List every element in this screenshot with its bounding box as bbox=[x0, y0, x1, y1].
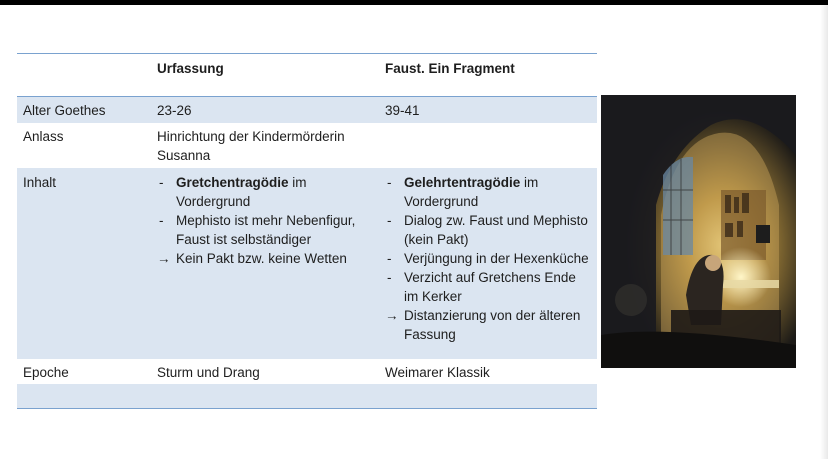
table-row-empty bbox=[17, 384, 597, 408]
header-fragment: Faust. Ein Fragment bbox=[385, 61, 515, 76]
row-label-epoche: Epoche bbox=[23, 365, 69, 380]
list-item: - Verjüngung in der Hexenküche bbox=[387, 251, 589, 266]
anlass-urfassung: Hinrichtung der Kindermörderin Susanna bbox=[157, 129, 345, 163]
list-item: - Gretchentragödie im Vordergrund bbox=[159, 175, 307, 209]
table-row bbox=[17, 359, 597, 384]
row-label-alter: Alter Goethes bbox=[23, 103, 106, 118]
list-item: - Mephisto ist mehr Nebenfigur, Faust ist selbständiger bbox=[159, 213, 356, 247]
row-label-inhalt: Inhalt bbox=[23, 175, 57, 190]
table-bottom-rule bbox=[17, 408, 597, 409]
inhalt-fragment-list bbox=[385, 173, 591, 344]
header-urfassung: Urfassung bbox=[157, 61, 224, 76]
list-item: - Dialog zw. Faust und Mephisto (kein Pakt) bbox=[387, 213, 588, 247]
row-label-anlass: Anlass bbox=[23, 129, 64, 144]
table-header-row bbox=[17, 53, 597, 96]
list-item: - Gelehrtentragödie im Vordergrund bbox=[387, 175, 539, 209]
inhalt-urfassung bbox=[157, 173, 369, 268]
top-black-bar bbox=[0, 0, 828, 5]
inhalt-urfassung-list bbox=[157, 173, 369, 268]
list-item: - Verzicht auf Gretchens Ende im Kerker bbox=[387, 270, 576, 304]
slide-edge-shadow bbox=[820, 5, 828, 459]
list-item: → Distanzierung von der älteren Fassung bbox=[385, 308, 581, 342]
epoche-urfassung: Sturm und Drang bbox=[157, 365, 260, 380]
inhalt-fragment bbox=[385, 173, 591, 344]
table-row bbox=[17, 97, 597, 123]
table-row bbox=[17, 168, 597, 359]
alter-fragment: 39-41 bbox=[385, 103, 420, 118]
epoche-fragment: Weimarer Klassik bbox=[385, 365, 490, 380]
painting-faust-in-study bbox=[601, 95, 796, 368]
alter-urfassung: 23-26 bbox=[157, 103, 192, 118]
table-row bbox=[17, 123, 597, 168]
list-item: → Kein Pakt bzw. keine Wetten bbox=[157, 251, 347, 266]
